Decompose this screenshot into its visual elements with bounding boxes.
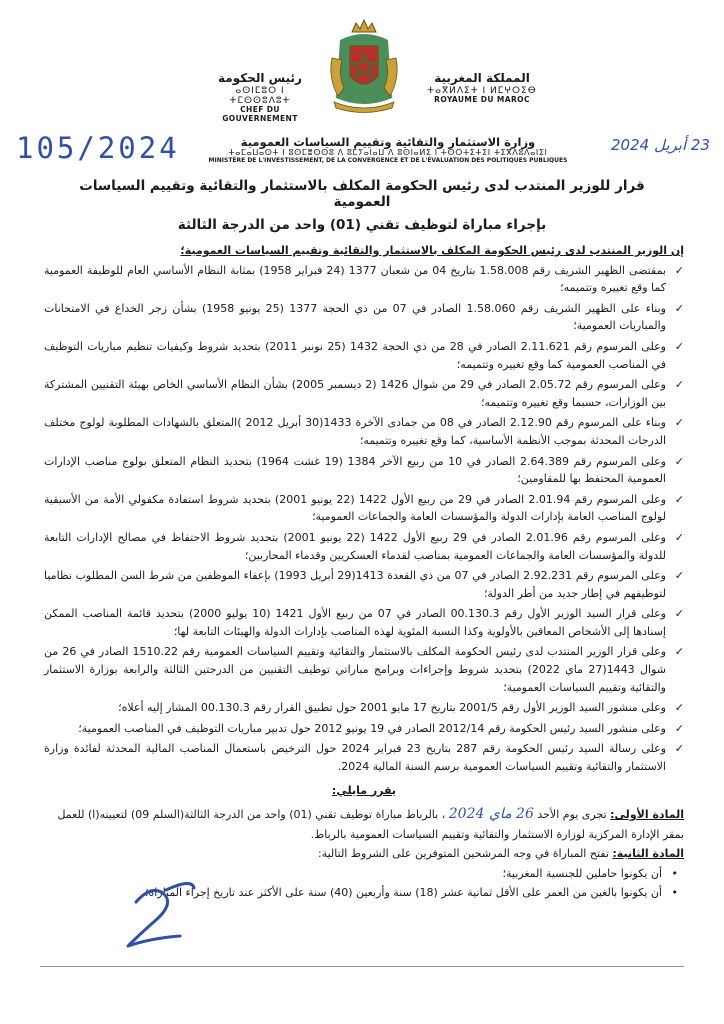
kingdom-tifinagh: ⵜⴰⴳⵍⴷⵉⵜ ⵏ ⵍⵎⵖⵔⵉⴱ <box>427 85 537 96</box>
coat-of-arms-emblem <box>326 18 402 116</box>
check-icon: ✓ <box>674 301 684 315</box>
visa-item: ✓ وعلى المرسوم رقم 2.92.231 الصادر في 07 من ذي القعدة 1413(29 أبريل 1993) بإعفاء الموظفين من شرط السن المطلوب نظاميا لتوظيفهم في إطار جديد من أطر الدولة؛ <box>44 569 684 600</box>
check-icon: ✓ <box>674 378 684 392</box>
article-2-text: تفتح المباراة في وجه المرشحين المتوفرين على الشروط التالية: <box>318 847 609 861</box>
bullet-icon: • <box>671 866 678 880</box>
check-icon: ✓ <box>674 530 684 544</box>
condition-item: • أن يكونوا حاملين للجنسية المغربية؛ <box>44 865 684 883</box>
visa-item: ✓ وبناء على المرسوم رقم 2.12.90 الصادر في 08 من جمادى الآخرة 1433(30 أبريل 2012 )المتعلق بالشهادات المطلوبة لولوج مختلف الدرجات المحدثة بموجب الأنظمة الأساسية، كما وقع تغييره وتتميمه؛ <box>44 416 684 447</box>
chief-french: CHEF DU GOUVERNEMENT <box>222 105 298 124</box>
ministry-block <box>208 136 568 165</box>
check-icon: ✓ <box>674 645 684 659</box>
decides-heading: يقرر مايلي: <box>331 783 397 797</box>
title-line-2: بإجراء مباراة لتوظيف تقني (01) واحد من الدرجة الثالثة <box>177 217 547 233</box>
kingdom-arabic: المملكة المغربية <box>434 71 530 85</box>
bullet-icon: • <box>671 886 678 900</box>
signature-mark <box>122 880 200 954</box>
check-icon: ✓ <box>674 569 684 583</box>
visa-item: ✓ وعلى رسالة السيد رئيس الحكومة رقم 287 بتاريخ 23 فبراير 2024 حول الترخيص باستعمال المناصب المالية المحدثة لفائدة وزارة الاستثمار والتقائية وتقييم السياسات العمومية برسم السنة المالية 2024. <box>44 742 684 774</box>
article-2 <box>44 845 684 863</box>
handwritten-exam-date: 26 ماي 2024 <box>448 806 534 823</box>
decision-number-stamp: 105/2024 <box>16 131 180 165</box>
document-title <box>62 178 662 233</box>
kingdom-french: ROYAUME DU MAROC <box>434 95 530 105</box>
visa-item: ✓ وعلى المرسوم رقم 2.11.621 الصادر في 28 من ذي الحجة 1432 (25 نونبر 2011) بتحديد شروط وكيفيات تنظيم مباريات التوظيف في المناصب العمومية كما وقع تغييره وتتميمه؛ <box>44 339 684 371</box>
document-body <box>44 242 684 904</box>
visa-item: ✓ وعلى منشور السيد الوزير الأول رقم 2001/5 بتاريخ 17 مايو 2001 حول تطبيق القرار رقم 00.130.3 المشار إليه أعلاه؛ <box>44 699 684 717</box>
footer-divider <box>40 966 684 967</box>
check-icon: ✓ <box>674 416 684 430</box>
preamble-lead: إن الوزير المنتدب لدى رئيس الحكومة المكلف بالاستثمار والتقائية وتقييم السياسات العمومية؛ <box>180 244 684 257</box>
visa-item: ✓ وعلى المرسوم رقم 2.01.94 الصادر في 29 من ربيع الأول 1422 (22 يونيو 2001) بتحديد شروط استفادة مكفولي الأمة من الأسبقية لولوج المناصب العامة بإدارات الدولة والمؤسسات العامة والجماعات العمومية؛ <box>44 492 684 524</box>
article-2-heading: المادة الثانية: <box>612 847 684 861</box>
check-icon: ✓ <box>674 492 684 506</box>
visa-list <box>44 262 684 776</box>
check-icon: ✓ <box>674 263 684 277</box>
visa-item: ✓ وعلى المرسوم رقم 2.01.96 الصادر في 29 ربيع الأول 1422 (22 يونيو 2001) بتحديد شروط الاحتفاظ في مصالح الإدارات التابعة للدولة والمؤسسات العامة والجماعات العمومية بمناصب لقدماء العسكريين وقدماء المحاربين؛ <box>44 530 684 562</box>
ministry-tifinagh: ⵜⴰⵎⴰⵡⴰⵙⵜ ⵏ ⵓⵙⵎⴻⵙⵙⵓ ⴷ ⵓⵎⵢⴰⵏⴰⵡ ⴷ ⵓⵙⵏⴰⵍⵉ ⵏ ⵜⵙⵔⵜⵉⵜⵉⵏ ⵜⵉⴳⴷⵓⴷⴰⵏⵉⵏ <box>228 147 548 157</box>
check-icon: ✓ <box>674 454 684 468</box>
decision-date-stamp: 23 أبريل 2024 <box>611 136 710 154</box>
visa-item: ✓ وعلى قرار الوزير المنتدب لدى رئيس الحكومة المكلف بالاستثمار والتقائية وتقييم السياسات العمومية رقم 1510.22 الصادر في 26 من شوال 1443(27 ماي 2022) بتحديد شروط وإجراءات وبرامج مباراتي توظيف التقنيين من الدرجتين الثالثة والرابعة بوزارة الاستثمار والتقائية وتقييم السياسات العمومية؛ <box>44 645 684 694</box>
ministry-french: MINISTÈRE DE L'INVESTISSEMENT, DE LA CONVERGENCE ET DE L'ÉVALUATION DES POLITIQUES PUBLIQUES <box>208 156 568 164</box>
check-icon: ✓ <box>674 742 684 756</box>
article-1-heading: المادة الأولى: <box>610 808 684 822</box>
chief-header <box>205 72 315 124</box>
article-1-before: تجرى يوم الأحد <box>537 808 607 822</box>
ministry-arabic: وزارة الاستثمار والتقائية وتقييم السياسات العمومية <box>240 135 536 149</box>
check-icon: ✓ <box>674 701 684 715</box>
chief-arabic: رئيس الحكومة <box>218 71 302 85</box>
visa-item: ✓ بمقتضى الظهير الشريف رقم 1.58.008 بتاريخ 04 من شعبان 1377 (24 فبراير 1958) بمثابة النظام الأساسي العام للوظيفة العمومية كما وقع تغييره وتتميمه؛ <box>44 263 684 295</box>
visa-item: ✓ وعلى المرسوم رقم 2.05.72 الصادر في 29 من شوال 1426 (2 ديسمبر 2005) بشأن النظام الأساسي الخاص بهيئة التقنيين المشتركة بين الوزارات، حسبما وقع تغييره وتتميمه؛ <box>44 378 684 409</box>
chief-tifinagh: ⴰⵙⵏⵎⵓⵔ ⵏ ⵜⵎⵙⵙⵓⴷⵓⵜ <box>229 85 291 107</box>
title-line-1: قرار للوزير المنتدب لدى رئيس الحكومة المكلف بالاستثمار والتقائية وتقييم السياسات العمومية <box>79 178 645 210</box>
visa-item: ✓ وعلى المرسوم رقم 2.64.389 الصادر في 10 من ربيع الآخر 1384 (19 غشت 1964) بتحديد النظام المتعلق بولوج مناصب الإدارات العمومية المحتفظ بها للمقاومين؛ <box>44 454 684 486</box>
visa-item: ✓ وعلى قرار السيد الوزير الأول رقم 00.130.3 الصادر في 07 من ربيع الأول 1421 (10 يوليو 2000) بتحديد قائمة المناصب الممكن إسنادها إلى الأشخاص المعاقين بالأولوية وكذا النسبة المئوية لهذه المناصب بإدارات الدولة والهيئات التابعة لها؛ <box>44 607 684 638</box>
check-icon: ✓ <box>674 721 684 735</box>
visa-item: ✓ وعلى منشور السيد رئيس الحكومة رقم 2012/14 الصادر في 19 يونيو 2012 حول تدبير مباريات التوظيف في المناصب العمومية؛ <box>44 720 684 738</box>
check-icon: ✓ <box>674 339 684 353</box>
article-1-text: ، بالرباط مباراة توظيف تقني (01) واحد من الدرجة الثالثة(السلم 09) لتعيينه(ا) للعمل بمقر الإدارة المركزية لوزارة الاستثمار والتقائية وتقييم السياسات العمومية بالرباط. <box>57 808 684 841</box>
kingdom-header <box>422 72 542 105</box>
visa-item: ✓ وبناء على الظهير الشريف رقم 1.58.060 الصادر في 07 من ذي الحجة 1377 (25 يونيو 1958) بشأن زجر الخداع في الامتحانات والمباريات العمومية؛ <box>44 301 684 333</box>
condition-item: • أن يكونوا بالغين من العمر على الأقل ثمانية عشر (18) سنة وأربعين (40) سنة على الأكثر عند تاريخ إجراء المباراة؛ <box>44 884 684 902</box>
article-1 <box>44 803 684 843</box>
check-icon: ✓ <box>674 607 684 621</box>
